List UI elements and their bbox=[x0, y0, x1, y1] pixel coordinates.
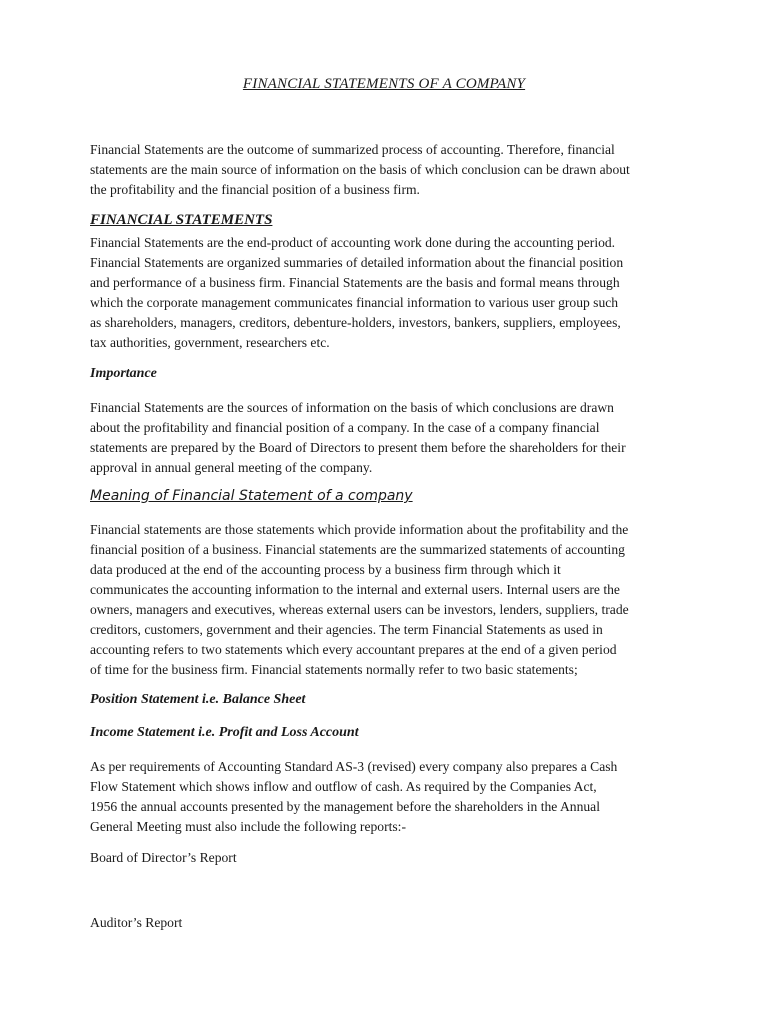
income-statement-heading: Income Statement i.e. Profit and Loss Account bbox=[90, 725, 359, 740]
board-report-item: Board of Director’s Report bbox=[90, 850, 237, 865]
cash-flow-paragraph: As per requirements of Accounting Standard AS-3 (revised) every company also prepares a Cash Flow Statement which shows inflow and outflow of cash. As required by the Companies Act, 1956 the annual accounts presented by the management before the shareholders in the Annual General Meeting must also include the following reports:- bbox=[90, 759, 618, 834]
intro-paragraph: Financial Statements are the outcome of summarized process of accounting. Therefore, financial statements are the main source of information on the basis of which conclusion can be drawn about the profitability and the financial position of a business firm. bbox=[90, 142, 630, 197]
importance-paragraph: Financial Statements are the sources of information on the basis of which conclusions are drawn about the profitability and financial position of a company. In the case of a company financial statements are prepared by the Board of Directors to present them before the shareholders for their approval in annual general meeting of the company. bbox=[90, 400, 626, 475]
meaning-heading: Meaning of Financial Statement of a company bbox=[90, 488, 413, 504]
importance-heading: Importance bbox=[90, 366, 157, 381]
meaning-paragraph: Financial statements are those statements which provide information about the profitability and the financial position of a business. Financial statements are the summarized statements of accounting data produced at the end of the accounting process by a business firm through which it communicates the accounting information to the internal and external users. Internal users are the owners, managers and executives, whereas external users can be investors, lenders, suppliers, trade creditors, customers, government and their agencies. The term Financial Statements as used in accounting refers to two statements which every accountant prepares at the end of a given period of time for the business firm. Financial statements normally refer to two basic statements; bbox=[90, 522, 629, 677]
auditor-report-item: Auditor’s Report bbox=[90, 915, 183, 930]
position-statement-heading: Position Statement i.e. Balance Sheet bbox=[90, 692, 306, 707]
financial-statements-paragraph: Financial Statements are the end-product of accounting work done during the accounting period. Financial Statements are organized summaries of detailed information about the financial position and performance of a business firm. Financial Statements are the basis and formal means through which the corporate management communicates financial information to various user group such as shareholders, managers, creditors, debenture-holders, investors, bankers, suppliers, employees, tax authorities, government, researchers etc. bbox=[90, 235, 624, 350]
document-title: FINANCIAL STATEMENTS OF A COMPANY bbox=[242, 76, 526, 92]
financial-statements-heading: FINANCIAL STATEMENTS bbox=[90, 212, 273, 228]
